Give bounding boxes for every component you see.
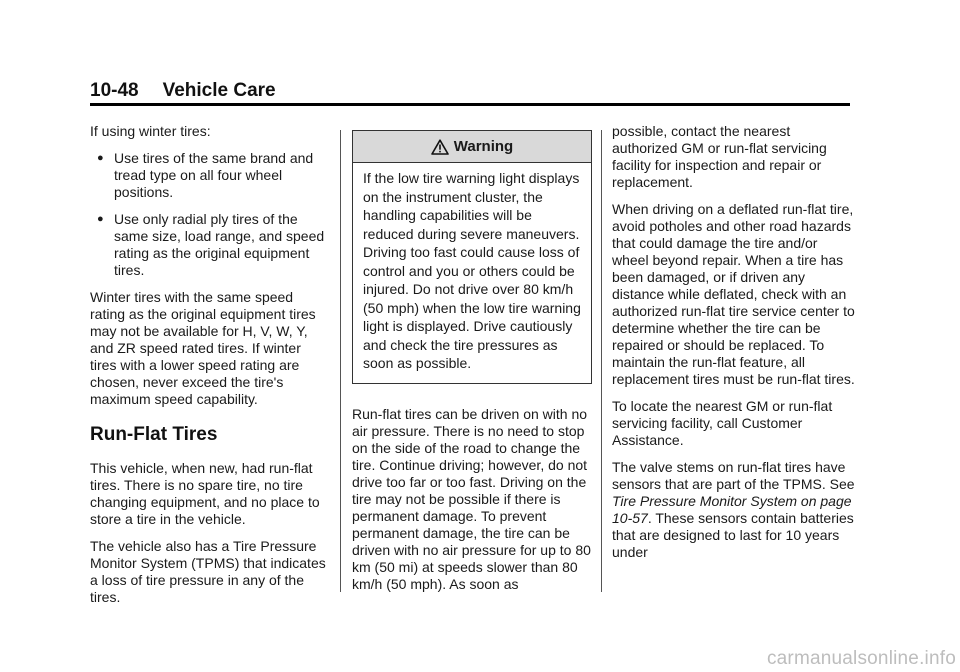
deflated-paragraph: When driving on a deflated run-flat tire, avoid potholes and other road hazards that could damage the tire and/or wheel beyond repair. When a tire has been damaged, or if driven any distance while deflated, check with an authorized run-flat tire service center to determine whether the tire can be repaired or should be replaced. To maintain the run-flat feature, all replacement tires must be run-flat tires.: [612, 201, 855, 387]
column-divider: [340, 130, 341, 592]
runflat-driving-paragraph: Run-flat tires can be driven on with no air pressure. There is no need to stop on the side of the road to change the tire. Continue driving; however, do not drive too far or too fast. Driving on the tire may not be possible if there is permanent damage. To prevent permanent damage, the tire can be driven with no air pressure for up to 80 km (50 mi) at speeds slower than 80 km/h (50 mph). As soon as: [352, 405, 591, 592]
winter-intro: If using winter tires:: [90, 123, 211, 139]
warning-title: Warning: [453, 138, 514, 155]
bullet-icon: ●: [97, 152, 104, 164]
page-header: [90, 80, 276, 102]
warning-header: [353, 131, 591, 163]
list-item-text: Use tires of the same brand and tread type on all four wheel positions.: [114, 150, 314, 200]
valve-stems-paragraph: [612, 459, 857, 561]
valve-text-end: . These sensors contain batteries that are designed to last for 10 years under: [612, 510, 854, 560]
page-number: 10-48: [90, 80, 139, 101]
warning-triangle-icon: [431, 139, 449, 155]
bullet-icon: ●: [97, 213, 104, 225]
list-item: [90, 150, 330, 201]
header-rule: [90, 103, 850, 106]
tpms-paragraph: The vehicle also has a Tire Pressure Monitor System (TPMS) that indicates a loss of tire pressure in any of the tires.: [90, 538, 326, 605]
list-item-text: Use only radial ply tires of the same size, load range, and speed rating as the original equipment tires.: [114, 211, 325, 278]
runflat-paragraph: This vehicle, when new, had run-flat tires. There is no spare tire, no tire changing equipment, and no place to store a tire in the vehicle.: [90, 460, 320, 527]
column-middle: [352, 123, 592, 603]
cross-reference-link[interactable]: Tire Pressure Monitor System on page 10-57: [612, 493, 852, 526]
locate-paragraph: To locate the nearest GM or run-flat servicing facility, call Customer Assistance.: [612, 398, 833, 448]
warning-text: If the low tire warning light displays on the instrument cluster, the handling capabilities will be reduced during severe maneuvers. Driving too fast could cause loss of control and you or others could be injured. Do not drive over 80 km/h (50 mph) when the low tire warning light is displayed. Drive cautiously and check the tire pressures as soon as possible.: [363, 170, 581, 371]
section-heading: Run-Flat Tires: [90, 424, 218, 445]
warning-body: [353, 163, 591, 383]
column-divider: [601, 130, 602, 592]
warning-box: [352, 130, 592, 384]
column-right: [612, 123, 857, 571]
watermark: carmanualsonline.info: [766, 648, 956, 669]
list-item: [90, 211, 330, 279]
column-left: [90, 123, 330, 616]
section-title: Vehicle Care: [162, 80, 276, 101]
valve-text-start: The valve stems on run-flat tires have sensors that are part of the TPMS. See: [612, 459, 855, 492]
winter-paragraph: Winter tires with the same speed rating as the original equipment tires may not be available for H, V, W, Y, and ZR speed rated tires. If winter tires with a lower speed rating are chosen, never exceed the tire's maximum speed capability.: [90, 289, 316, 407]
contact-paragraph: possible, contact the nearest authorized GM or run-flat servicing facility for inspection and repair or replacement.: [612, 123, 827, 190]
